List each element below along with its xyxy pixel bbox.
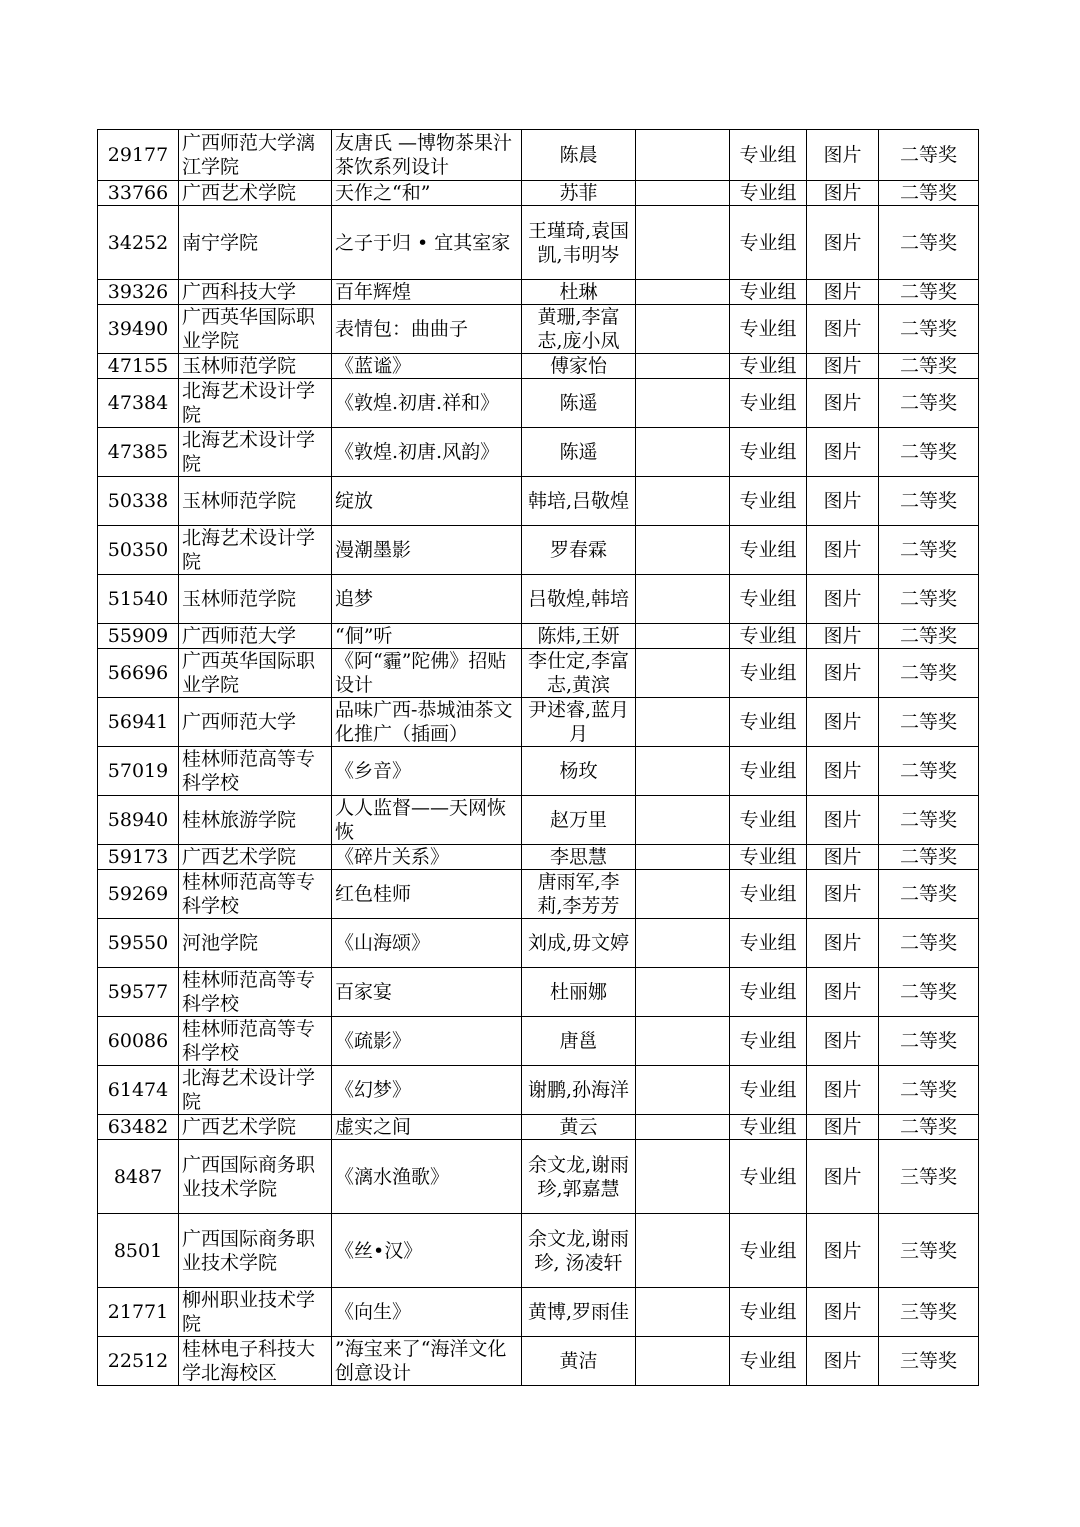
entry-id: 50338 [98, 477, 179, 526]
work-type: 图片 [807, 919, 879, 968]
table-row [98, 1337, 979, 1386]
authors: 杜丽娜 [522, 968, 636, 1017]
work-type: 图片 [807, 968, 879, 1017]
work-type: 图片 [807, 130, 879, 181]
advisor [636, 526, 730, 575]
award: 二等奖 [879, 698, 979, 747]
group: 专业组 [730, 1140, 807, 1214]
work-type: 图片 [807, 428, 879, 477]
entry-id: 47384 [98, 379, 179, 428]
school-name: 北海艺术设计学院 [179, 379, 332, 428]
school-name: 玉林师范学院 [179, 477, 332, 526]
award: 二等奖 [879, 181, 979, 206]
authors: 黄云 [522, 1115, 636, 1140]
advisor [636, 870, 730, 919]
table-row [98, 477, 979, 526]
authors: 黄珊,李富志,庞小凤 [522, 305, 636, 354]
advisor [636, 1288, 730, 1337]
work-type: 图片 [807, 206, 879, 280]
group: 专业组 [730, 968, 807, 1017]
entry-id: 39326 [98, 280, 179, 305]
work-title: 红色桂师 [332, 870, 522, 919]
school-name: 桂林师范高等专科学校 [179, 1017, 332, 1066]
school-name: 广西科技大学 [179, 280, 332, 305]
school-name: 桂林师范高等专科学校 [179, 968, 332, 1017]
table-row [98, 870, 979, 919]
entry-id: 33766 [98, 181, 179, 206]
work-title: 友唐氏 —博物茶果汁茶饮系列设计 [332, 130, 522, 181]
school-name: 广西师范大学漓江学院 [179, 130, 332, 181]
school-name: 柳州职业技术学院 [179, 1288, 332, 1337]
table-row [98, 305, 979, 354]
award: 三等奖 [879, 1337, 979, 1386]
work-title: 人人监督——天网恢恢 [332, 796, 522, 845]
entry-id: 59269 [98, 870, 179, 919]
advisor [636, 575, 730, 624]
school-name: 桂林旅游学院 [179, 796, 332, 845]
award: 二等奖 [879, 526, 979, 575]
group: 专业组 [730, 1337, 807, 1386]
authors: 王瑾琦,袁国凯,韦明岑 [522, 206, 636, 280]
work-type: 图片 [807, 379, 879, 428]
group: 专业组 [730, 1066, 807, 1115]
school-name: 广西艺术学院 [179, 1115, 332, 1140]
entry-id: 21771 [98, 1288, 179, 1337]
group: 专业组 [730, 845, 807, 870]
advisor [636, 747, 730, 796]
advisor [636, 1017, 730, 1066]
award: 二等奖 [879, 379, 979, 428]
authors: 刘成,毋文婷 [522, 919, 636, 968]
award: 二等奖 [879, 747, 979, 796]
entry-id: 47385 [98, 428, 179, 477]
table-row [98, 130, 979, 181]
entry-id: 55909 [98, 624, 179, 649]
group: 专业组 [730, 206, 807, 280]
table-row [98, 845, 979, 870]
group: 专业组 [730, 1115, 807, 1140]
table-row [98, 575, 979, 624]
award: 二等奖 [879, 354, 979, 379]
advisor [636, 968, 730, 1017]
awards-table [97, 129, 979, 1386]
school-name: 北海艺术设计学院 [179, 428, 332, 477]
advisor [636, 379, 730, 428]
work-type: 图片 [807, 1140, 879, 1214]
work-title: 《碎片关系》 [332, 845, 522, 870]
work-type: 图片 [807, 354, 879, 379]
entry-id: 22512 [98, 1337, 179, 1386]
work-type: 图片 [807, 1017, 879, 1066]
award: 二等奖 [879, 206, 979, 280]
award: 二等奖 [879, 130, 979, 181]
school-name: 河池学院 [179, 919, 332, 968]
authors: 陈炜,王妍 [522, 624, 636, 649]
entry-id: 59173 [98, 845, 179, 870]
advisor [636, 280, 730, 305]
authors: 陈晨 [522, 130, 636, 181]
table-row [98, 206, 979, 280]
entry-id: 56696 [98, 649, 179, 698]
advisor [636, 130, 730, 181]
authors: 韩培,吕敬煌 [522, 477, 636, 526]
authors: 李仕定,李富志,黄滨 [522, 649, 636, 698]
group: 专业组 [730, 1214, 807, 1288]
table-row [98, 1140, 979, 1214]
entry-id: 59550 [98, 919, 179, 968]
entry-id: 34252 [98, 206, 179, 280]
award: 二等奖 [879, 919, 979, 968]
table-row [98, 968, 979, 1017]
table-row [98, 354, 979, 379]
authors: 黄洁 [522, 1337, 636, 1386]
award: 二等奖 [879, 477, 979, 526]
award: 二等奖 [879, 870, 979, 919]
work-type: 图片 [807, 796, 879, 845]
advisor [636, 181, 730, 206]
authors: 陈遥 [522, 379, 636, 428]
entry-id: 56941 [98, 698, 179, 747]
advisor [636, 698, 730, 747]
work-title: 天作之“和” [332, 181, 522, 206]
table-row [98, 1066, 979, 1115]
advisor [636, 1337, 730, 1386]
table-row [98, 649, 979, 698]
group: 专业组 [730, 624, 807, 649]
award: 二等奖 [879, 1066, 979, 1115]
group: 专业组 [730, 305, 807, 354]
school-name: 桂林师范高等专科学校 [179, 747, 332, 796]
advisor [636, 428, 730, 477]
table-row [98, 1017, 979, 1066]
school-name: 广西英华国际职业学院 [179, 305, 332, 354]
work-type: 图片 [807, 280, 879, 305]
awards-table-body [98, 130, 979, 1386]
work-title: 《漓水渔歌》 [332, 1140, 522, 1214]
award: 三等奖 [879, 1140, 979, 1214]
entry-id: 57019 [98, 747, 179, 796]
work-title: 《敦煌.初唐.风韵》 [332, 428, 522, 477]
work-title: 漫潮墨影 [332, 526, 522, 575]
award: 二等奖 [879, 428, 979, 477]
advisor [636, 206, 730, 280]
table-row [98, 1288, 979, 1337]
authors: 唐邕 [522, 1017, 636, 1066]
work-title: 《蓝谧》 [332, 354, 522, 379]
school-name: 广西英华国际职业学院 [179, 649, 332, 698]
school-name: 南宁学院 [179, 206, 332, 280]
group: 专业组 [730, 649, 807, 698]
work-type: 图片 [807, 477, 879, 526]
work-title: 绽放 [332, 477, 522, 526]
school-name: 广西国际商务职业技术学院 [179, 1214, 332, 1288]
group: 专业组 [730, 870, 807, 919]
table-row [98, 526, 979, 575]
table-row [98, 624, 979, 649]
table-row [98, 698, 979, 747]
work-title: 追梦 [332, 575, 522, 624]
advisor [636, 1214, 730, 1288]
work-title: 《丝•汉》 [332, 1214, 522, 1288]
work-title: “侗”听 [332, 624, 522, 649]
entry-id: 47155 [98, 354, 179, 379]
school-name: 广西国际商务职业技术学院 [179, 1140, 332, 1214]
work-title: 百家宴 [332, 968, 522, 1017]
table-row [98, 919, 979, 968]
table-row [98, 280, 979, 305]
work-title: 《乡音》 [332, 747, 522, 796]
work-title: 《向生》 [332, 1288, 522, 1337]
award: 二等奖 [879, 968, 979, 1017]
group: 专业组 [730, 796, 807, 845]
entry-id: 50350 [98, 526, 179, 575]
group: 专业组 [730, 698, 807, 747]
group: 专业组 [730, 477, 807, 526]
advisor [636, 1140, 730, 1214]
table-row [98, 181, 979, 206]
authors: 余文龙,谢雨珍, 汤凌轩 [522, 1214, 636, 1288]
entry-id: 58940 [98, 796, 179, 845]
work-type: 图片 [807, 870, 879, 919]
award: 二等奖 [879, 305, 979, 354]
advisor [636, 477, 730, 526]
work-title: 品味广西-恭城油茶文化推广（插画） [332, 698, 522, 747]
work-title: 《幻梦》 [332, 1066, 522, 1115]
work-type: 图片 [807, 181, 879, 206]
work-title: 《敦煌.初唐.祥和》 [332, 379, 522, 428]
group: 专业组 [730, 130, 807, 181]
group: 专业组 [730, 919, 807, 968]
school-name: 广西师范大学 [179, 624, 332, 649]
school-name: 北海艺术设计学院 [179, 1066, 332, 1115]
advisor [636, 1066, 730, 1115]
school-name: 北海艺术设计学院 [179, 526, 332, 575]
advisor [636, 796, 730, 845]
award: 二等奖 [879, 1115, 979, 1140]
authors: 唐雨军,李莉,李芳芳 [522, 870, 636, 919]
table-row [98, 1115, 979, 1140]
table-row [98, 379, 979, 428]
school-name: 广西师范大学 [179, 698, 332, 747]
school-name: 广西艺术学院 [179, 845, 332, 870]
award: 二等奖 [879, 280, 979, 305]
award: 三等奖 [879, 1288, 979, 1337]
group: 专业组 [730, 1288, 807, 1337]
award: 三等奖 [879, 1214, 979, 1288]
work-title: 表情包：曲曲子 [332, 305, 522, 354]
authors: 黄博,罗雨佳 [522, 1288, 636, 1337]
work-type: 图片 [807, 1337, 879, 1386]
award: 二等奖 [879, 1017, 979, 1066]
group: 专业组 [730, 747, 807, 796]
school-name: 广西艺术学院 [179, 181, 332, 206]
work-type: 图片 [807, 698, 879, 747]
work-title: ”海宝来了“海洋文化创意设计 [332, 1337, 522, 1386]
authors: 杜琳 [522, 280, 636, 305]
authors: 李思慧 [522, 845, 636, 870]
work-title: 《阿“霾”陀佛》招贴设计 [332, 649, 522, 698]
advisor [636, 305, 730, 354]
authors: 苏菲 [522, 181, 636, 206]
work-type: 图片 [807, 1288, 879, 1337]
authors: 赵万里 [522, 796, 636, 845]
entry-id: 29177 [98, 130, 179, 181]
award: 二等奖 [879, 845, 979, 870]
entry-id: 60086 [98, 1017, 179, 1066]
work-type: 图片 [807, 305, 879, 354]
group: 专业组 [730, 181, 807, 206]
work-title: 之子于归 • 宜其室家 [332, 206, 522, 280]
work-type: 图片 [807, 747, 879, 796]
school-name: 玉林师范学院 [179, 575, 332, 624]
authors: 谢鹏,孙海洋 [522, 1066, 636, 1115]
table-row [98, 747, 979, 796]
advisor [636, 845, 730, 870]
group: 专业组 [730, 280, 807, 305]
work-title: 《疏影》 [332, 1017, 522, 1066]
advisor [636, 624, 730, 649]
authors: 杨玫 [522, 747, 636, 796]
group: 专业组 [730, 354, 807, 379]
table-row [98, 796, 979, 845]
entry-id: 63482 [98, 1115, 179, 1140]
work-type: 图片 [807, 624, 879, 649]
work-type: 图片 [807, 1066, 879, 1115]
work-title: 百年辉煌 [332, 280, 522, 305]
entry-id: 8487 [98, 1140, 179, 1214]
award: 二等奖 [879, 796, 979, 845]
authors: 罗春霖 [522, 526, 636, 575]
authors: 陈遥 [522, 428, 636, 477]
group: 专业组 [730, 1017, 807, 1066]
advisor [636, 1115, 730, 1140]
authors: 尹述睿,蓝月月 [522, 698, 636, 747]
award: 二等奖 [879, 575, 979, 624]
group: 专业组 [730, 526, 807, 575]
award: 二等奖 [879, 649, 979, 698]
authors: 吕敬煌,韩培 [522, 575, 636, 624]
table-row [98, 428, 979, 477]
work-type: 图片 [807, 845, 879, 870]
entry-id: 59577 [98, 968, 179, 1017]
work-type: 图片 [807, 1214, 879, 1288]
authors: 傅家怡 [522, 354, 636, 379]
entry-id: 61474 [98, 1066, 179, 1115]
entry-id: 39490 [98, 305, 179, 354]
table-row [98, 1214, 979, 1288]
work-title: 《山海颂》 [332, 919, 522, 968]
advisor [636, 649, 730, 698]
entry-id: 8501 [98, 1214, 179, 1288]
work-type: 图片 [807, 526, 879, 575]
work-type: 图片 [807, 649, 879, 698]
work-type: 图片 [807, 1115, 879, 1140]
advisor [636, 354, 730, 379]
group: 专业组 [730, 428, 807, 477]
group: 专业组 [730, 379, 807, 428]
authors: 余文龙,谢雨珍,郭嘉慧 [522, 1140, 636, 1214]
award: 二等奖 [879, 624, 979, 649]
school-name: 桂林师范高等专科学校 [179, 870, 332, 919]
school-name: 桂林电子科技大学北海校区 [179, 1337, 332, 1386]
school-name: 玉林师范学院 [179, 354, 332, 379]
work-type: 图片 [807, 575, 879, 624]
advisor [636, 919, 730, 968]
entry-id: 51540 [98, 575, 179, 624]
work-title: 虚实之间 [332, 1115, 522, 1140]
group: 专业组 [730, 575, 807, 624]
